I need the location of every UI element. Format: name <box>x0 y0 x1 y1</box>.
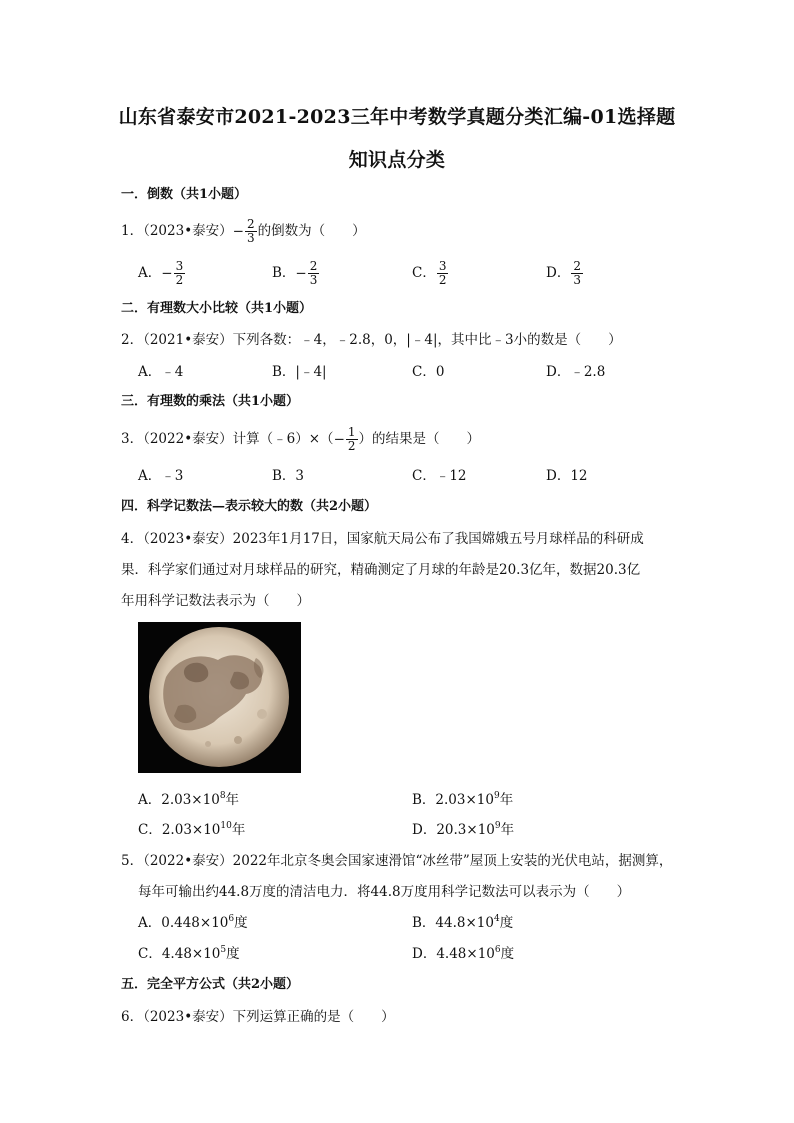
option-exponent: 8 <box>219 791 226 801</box>
option-exponent: 4 <box>493 914 500 924</box>
option-unit: 年 <box>500 822 515 838</box>
q4-option-c <box>138 820 245 840</box>
q5-option-a <box>138 913 248 933</box>
fraction-denominator: 2 <box>347 439 356 453</box>
option-base: 0.448×10 <box>161 915 229 931</box>
q5-option-b <box>412 913 513 933</box>
option-unit: 年 <box>499 792 514 808</box>
q4-option-b <box>412 790 513 810</box>
fraction-numerator: 2 <box>246 217 255 231</box>
section-heading-5: 五．完全平方公式（共2小题） <box>121 977 300 992</box>
q2-option-d: D．﹣2.8 <box>546 364 606 380</box>
question-2-stem: 2．（2021•泰安）下列各数：﹣4，﹣2.8，0，|﹣4|，其中比﹣3小的数是（ ） <box>121 332 622 348</box>
fraction-numerator: 3 <box>175 259 184 273</box>
fraction <box>245 218 257 245</box>
option-label: C． <box>138 946 162 962</box>
q1-option-b <box>272 260 320 287</box>
option-base: 44.8×10 <box>435 915 494 931</box>
fraction-sign: − <box>161 265 173 282</box>
question-3-stem <box>121 426 480 453</box>
option-exponent: 6 <box>494 945 501 955</box>
option-base: 2.03×10 <box>435 792 494 808</box>
option-base: 4.48×10 <box>161 946 221 962</box>
option-unit: 年 <box>225 792 240 808</box>
option-exponent: 6 <box>228 914 235 924</box>
option-label: D． <box>412 946 437 962</box>
q5-option-d <box>412 944 514 964</box>
question-4-line-3: 年用科学记数法表示为（ ） <box>121 593 310 609</box>
fraction-denominator: 2 <box>438 273 447 287</box>
question-1-suffix: 的倒数为（ ） <box>257 223 366 239</box>
option-label: A． <box>138 792 162 808</box>
fraction <box>346 426 358 453</box>
q3-option-b: B．3 <box>272 468 305 484</box>
question-3-prefix: 3．（2022•泰安）计算（﹣6）×（ <box>121 431 334 447</box>
q2-option-a: A．﹣4 <box>138 364 184 380</box>
q3-option-a: A．﹣3 <box>138 468 184 484</box>
option-label: A． <box>138 265 162 281</box>
option-unit: 度 <box>226 946 240 962</box>
question-1-stem <box>121 218 366 245</box>
option-unit: 年 <box>231 822 246 838</box>
fraction <box>308 260 320 287</box>
question-1-prefix: 1．（2023•泰安） <box>121 223 233 239</box>
q4-option-d <box>412 820 514 840</box>
option-exponent: 10 <box>220 821 232 831</box>
fraction-numerator: 2 <box>309 259 318 273</box>
section-heading-4: 四．科学记数法—表示较大的数（共2小题） <box>121 499 378 514</box>
option-base: 2.03×10 <box>161 822 221 838</box>
fraction-sign: − <box>232 223 244 240</box>
q1-option-a <box>138 260 186 287</box>
fraction <box>437 260 449 287</box>
section-heading-2: 二．有理数大小比较（共1小题） <box>121 301 313 316</box>
fraction-denominator: 2 <box>175 273 184 287</box>
fraction-sign: − <box>295 265 307 282</box>
q1-option-c <box>412 260 449 287</box>
moon-image <box>138 622 301 773</box>
question-5-line-1: 5．（2022•泰安）2022年北京冬奥会国家速滑馆“冰丝带”屋顶上安装的光伏电站，据测算， <box>121 853 673 869</box>
fraction-denominator: 3 <box>246 231 255 245</box>
document-title-line2: 知识点分类 <box>348 149 446 171</box>
question-4-line-2: 果．科学家们通过对月球样品的研究，精确测定了月球的年龄是20.3亿年，数据20.3亿 <box>121 562 641 578</box>
moon-illustration <box>138 622 301 773</box>
section-heading-1: 一．倒数（共1小题） <box>121 187 248 202</box>
document-title-line1: 山东省泰安市2021-2023三年中考数学真题分类汇编-01选择题 <box>118 106 676 128</box>
option-base: 2.03×10 <box>161 792 220 808</box>
option-label: B． <box>272 265 296 281</box>
q2-option-b: B．|﹣4| <box>272 364 327 380</box>
fraction-denominator: 3 <box>309 273 318 287</box>
question-6-stem: 6．（2023•泰安）下列运算正确的是（ ） <box>121 1009 395 1025</box>
fraction-numerator: 2 <box>573 259 581 273</box>
q3-option-d: D．12 <box>546 468 588 484</box>
q3-option-c: C．﹣12 <box>412 468 467 484</box>
fraction-numerator: 3 <box>438 259 447 273</box>
q1-option-d <box>546 260 584 287</box>
option-exponent: 5 <box>220 945 227 955</box>
option-exponent: 9 <box>493 791 500 801</box>
option-unit: 度 <box>499 915 514 931</box>
question-5-line-2: 每年可输出约44.8万度的清洁电力．将44.8万度用科学记数法可以表示为（ ） <box>138 884 631 900</box>
fraction-sign: − <box>333 431 345 448</box>
section-heading-3: 三．有理数的乘法（共1小题） <box>121 394 300 409</box>
option-base: 20.3×10 <box>436 822 495 838</box>
fraction-numerator: 1 <box>347 425 356 439</box>
question-4-line-1: 4．（2023•泰安）2023年1月17日，国家航天局公布了我国嫦娥五号月球样品的科研成 <box>121 531 644 547</box>
fraction <box>174 260 186 287</box>
option-unit: 度 <box>234 915 248 931</box>
option-exponent: 9 <box>494 821 501 831</box>
question-3-suffix: ）的结果是（ ） <box>358 431 481 447</box>
q5-option-c <box>138 944 240 964</box>
option-base: 4.48×10 <box>436 946 495 962</box>
option-label: C． <box>138 822 162 838</box>
option-label: A． <box>138 915 162 931</box>
fraction-denominator: 3 <box>573 273 581 287</box>
option-label: B． <box>412 792 436 808</box>
option-label: C． <box>412 265 436 281</box>
q2-option-c: C．0 <box>412 364 445 380</box>
option-label: D． <box>546 265 571 281</box>
q4-option-a <box>138 790 239 810</box>
option-unit: 度 <box>500 946 515 962</box>
fraction <box>571 260 583 287</box>
option-label: D． <box>412 822 437 838</box>
option-label: B． <box>412 915 436 931</box>
